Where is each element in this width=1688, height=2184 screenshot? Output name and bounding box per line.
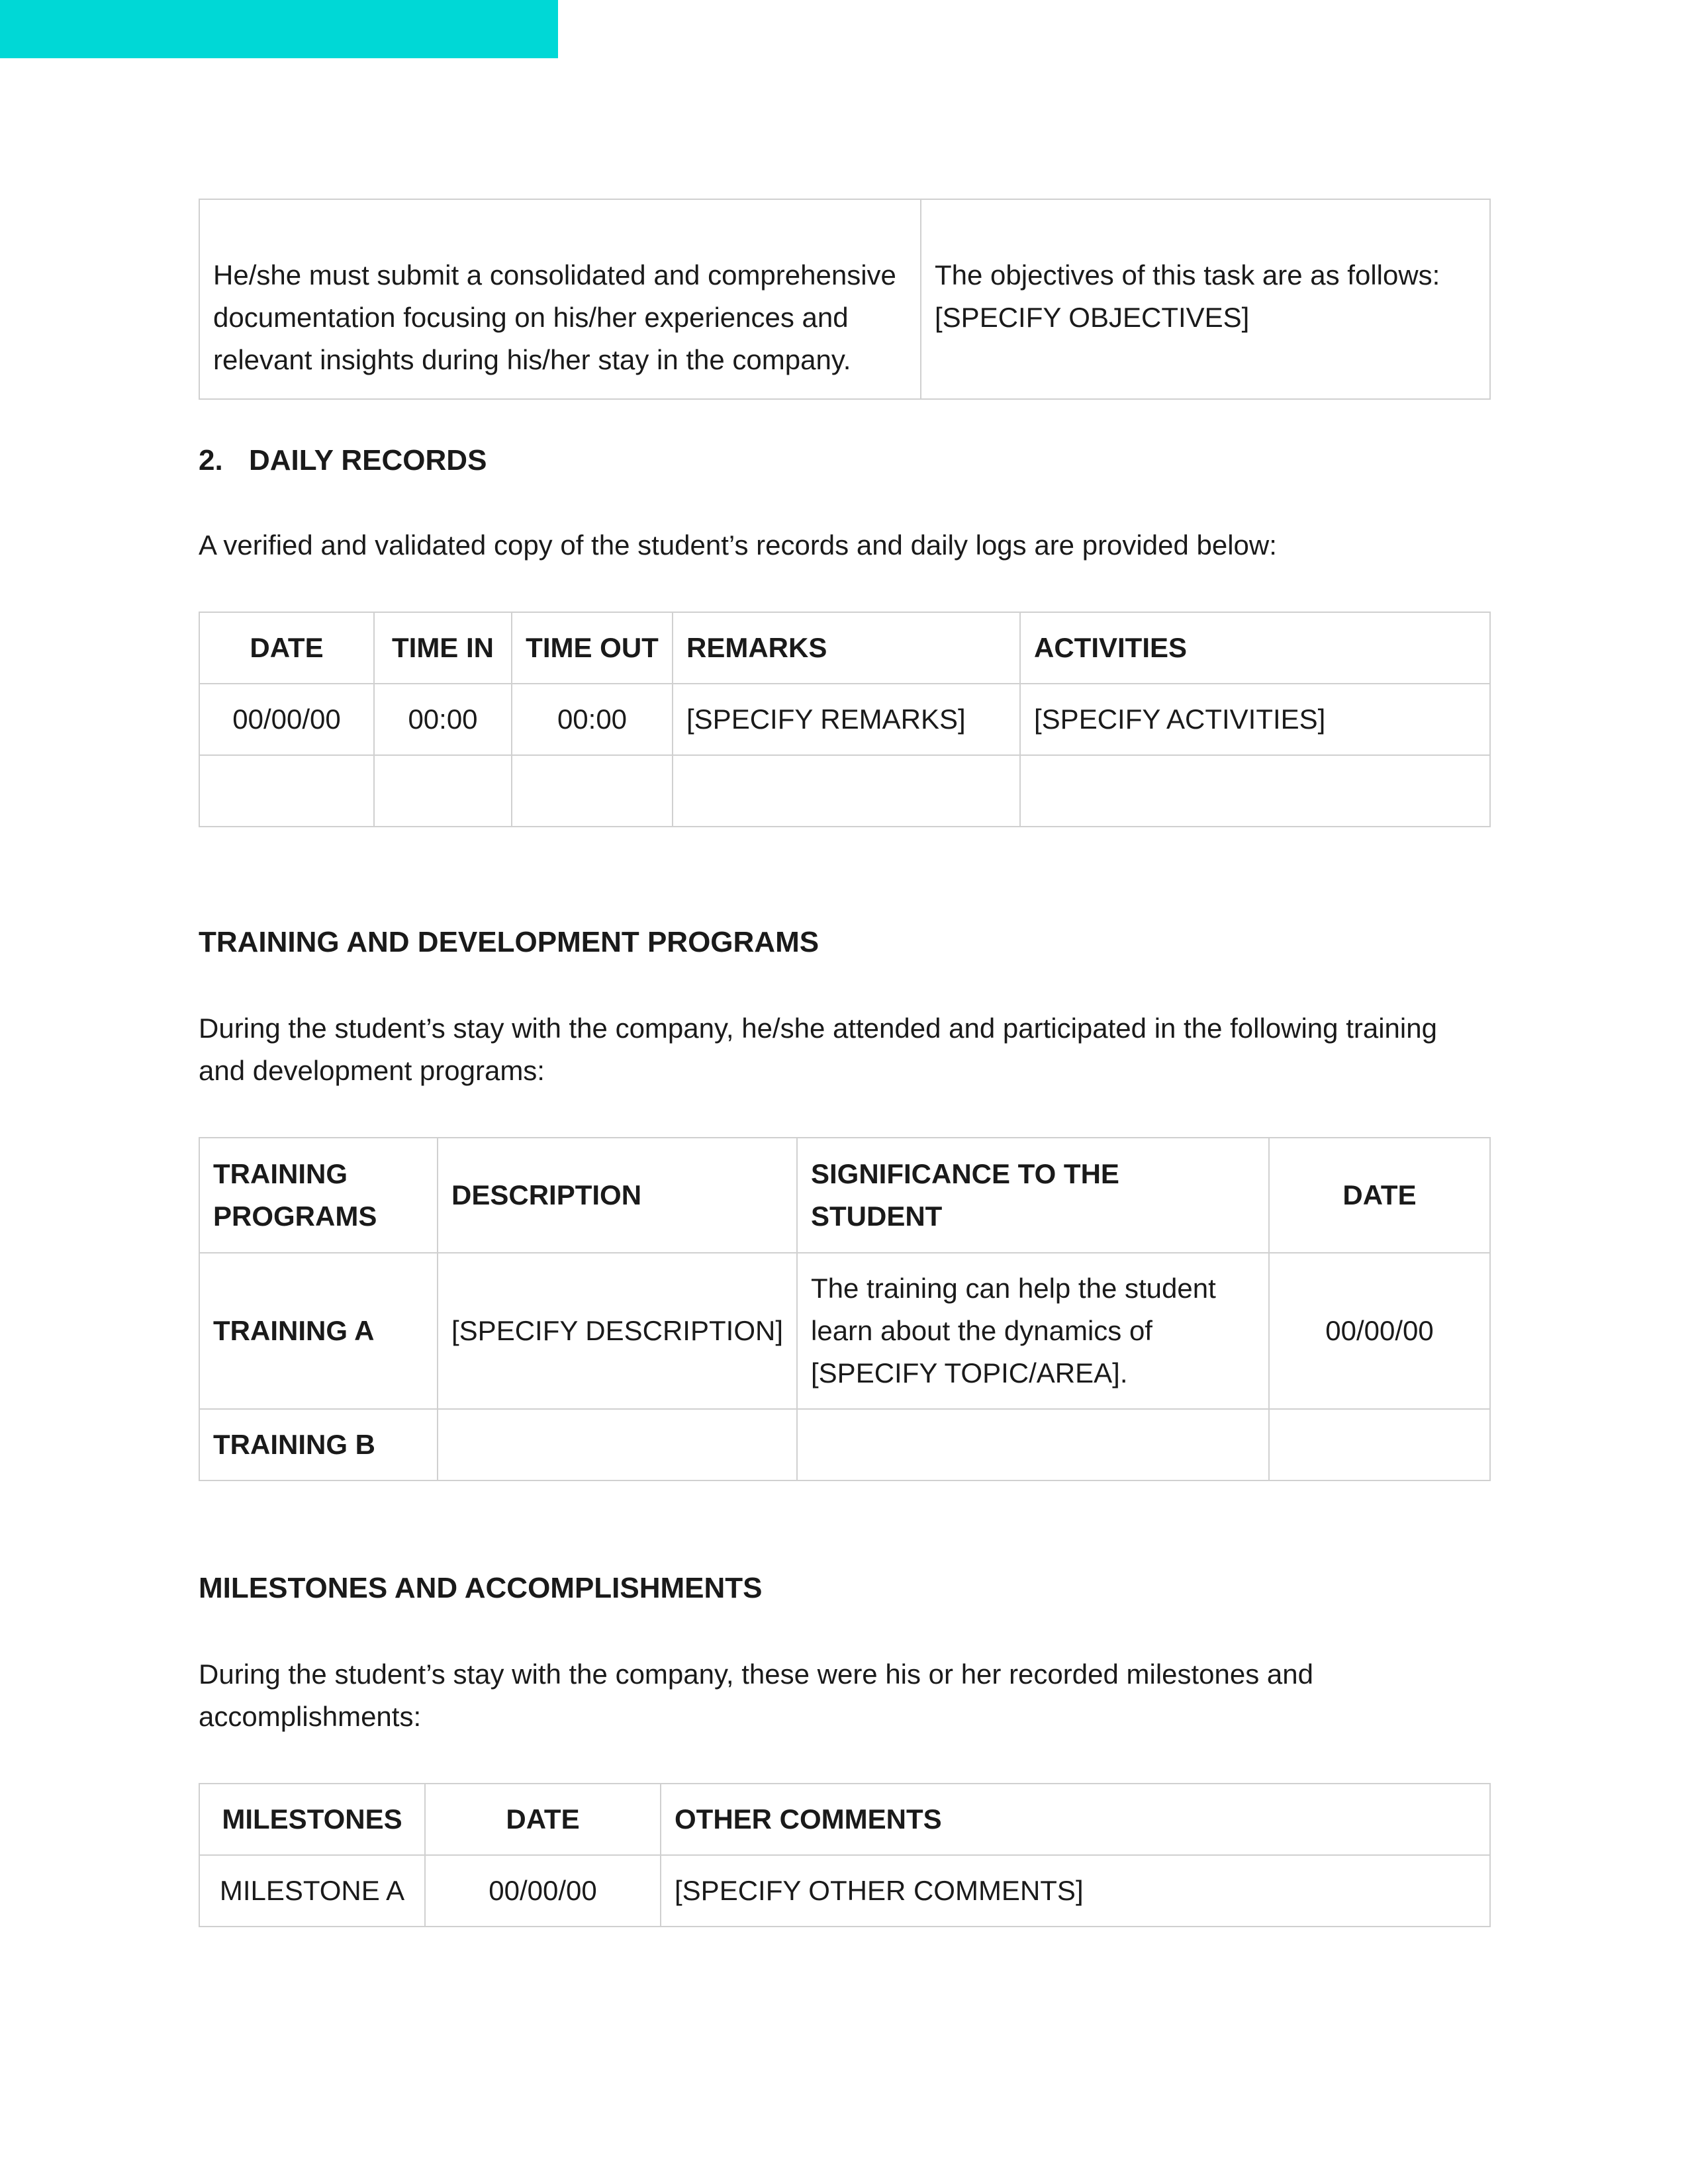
column-header: DESCRIPTION bbox=[438, 1138, 797, 1253]
date-cell: 00/00/00 bbox=[1269, 1253, 1490, 1409]
table-row bbox=[199, 1253, 1490, 1409]
column-header: TIME IN bbox=[374, 612, 512, 684]
objectives-intro: The objectives of this task are as follows: bbox=[935, 259, 1440, 291]
column-header: DATE bbox=[1269, 1138, 1490, 1253]
milestones-heading: MILESTONES AND ACCOMPLISHMENTS bbox=[199, 1572, 763, 1604]
daily-records-heading bbox=[199, 439, 487, 482]
table-row bbox=[199, 755, 1490, 827]
accent-bar bbox=[0, 0, 558, 58]
section-number: 2. bbox=[199, 444, 223, 477]
column-header: DATE bbox=[199, 612, 374, 684]
column-header: ACTIVITIES bbox=[1020, 612, 1490, 684]
table-row bbox=[199, 1855, 1490, 1927]
column-header: OTHER COMMENTS bbox=[661, 1784, 1490, 1855]
section-title: DAILY RECORDS bbox=[249, 444, 487, 477]
training-name-cell: TRAINING B bbox=[199, 1409, 438, 1480]
training-intro: During the student’s stay with the company, he/she attended and participated in the following training and development programs: bbox=[199, 1013, 1437, 1086]
description-cell bbox=[438, 1409, 797, 1480]
task-objectives-cell bbox=[921, 199, 1490, 399]
objectives-placeholder: [SPECIFY OBJECTIVES] bbox=[935, 302, 1250, 333]
activities-cell bbox=[1020, 755, 1490, 827]
date-cell: 00/00/00 bbox=[425, 1855, 661, 1927]
table-header-row bbox=[199, 1784, 1490, 1855]
column-header: MILESTONES bbox=[199, 1784, 425, 1855]
date-cell: 00/00/00 bbox=[199, 684, 374, 755]
remarks-cell bbox=[673, 755, 1020, 827]
description-cell: [SPECIFY DESCRIPTION] bbox=[438, 1253, 797, 1409]
training-table bbox=[199, 1137, 1491, 1481]
column-header: DATE bbox=[425, 1784, 661, 1855]
column-header: REMARKS bbox=[673, 612, 1020, 684]
time-out-cell bbox=[512, 755, 673, 827]
training-heading: TRAINING AND DEVELOPMENT PROGRAMS bbox=[199, 926, 820, 958]
significance-cell: The training can help the student learn about the dynamics of [SPECIFY TOPIC/AREA]. bbox=[797, 1253, 1269, 1409]
remarks-cell: [SPECIFY REMARKS] bbox=[673, 684, 1020, 755]
date-cell bbox=[1269, 1409, 1490, 1480]
significance-cell bbox=[797, 1409, 1269, 1480]
column-header: TIME OUT bbox=[512, 612, 673, 684]
milestones-table bbox=[199, 1783, 1491, 1927]
task-table bbox=[199, 199, 1491, 400]
table-row bbox=[199, 1409, 1490, 1480]
date-cell bbox=[199, 755, 374, 827]
table-header-row bbox=[199, 612, 1490, 684]
milestone-name-cell: MILESTONE A bbox=[199, 1855, 425, 1927]
training-name-cell: TRAINING A bbox=[199, 1253, 438, 1409]
column-header: SIGNIFICANCE TO THE STUDENT bbox=[797, 1138, 1269, 1253]
activities-cell: [SPECIFY ACTIVITIES] bbox=[1020, 684, 1490, 755]
table-row bbox=[199, 199, 1490, 399]
time-out-cell: 00:00 bbox=[512, 684, 673, 755]
time-in-cell: 00:00 bbox=[374, 684, 512, 755]
table-row bbox=[199, 684, 1490, 755]
table-header-row bbox=[199, 1138, 1490, 1253]
comments-cell: [SPECIFY OTHER COMMENTS] bbox=[661, 1855, 1490, 1927]
column-header: TRAINING PROGRAMS bbox=[199, 1138, 438, 1253]
time-in-cell bbox=[374, 755, 512, 827]
milestones-intro: During the student’s stay with the company, these were his or her recorded milestones and accomplishments: bbox=[199, 1659, 1313, 1732]
task-description-cell: He/she must submit a consolidated and comprehensive documentation focusing on his/her experiences and relevant insights during his/her stay in the company. bbox=[199, 199, 921, 399]
daily-records-intro: A verified and validated copy of the student’s records and daily logs are provided below: bbox=[199, 529, 1277, 561]
daily-records-table bbox=[199, 612, 1491, 827]
